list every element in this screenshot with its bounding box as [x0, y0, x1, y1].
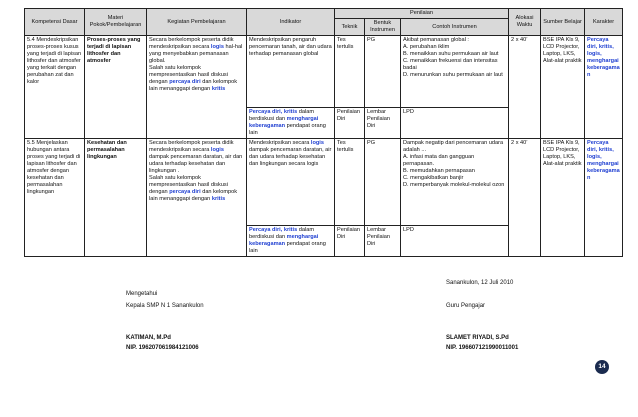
contoh-option: C. menaikkan frekuensi dan intensitas badai — [403, 58, 498, 71]
principal-title: Kepala SMP N 1 Sanankulon — [126, 303, 204, 309]
contoh-title: Dampak negatip dari pencemaran udara adalah ... — [403, 140, 504, 153]
contoh-option: C. mengakibatkan banjir — [403, 175, 464, 181]
karakter-cell: Percaya diri, kritis, logis, menghargai keberagaman — [585, 139, 623, 257]
syllabus-table — [24, 8, 623, 257]
indikator-highlight: logis — [310, 140, 324, 146]
principal-name: KATIMAN, M.Pd — [126, 335, 171, 341]
bentuk-cell: PG — [365, 139, 401, 226]
kd-cell: 5.4 Mendeskripsikan proses-proses kusus yang terjadi di lapisan lithosfer dan atmosfer yang terkait dengan perubahan zat dan kalor — [25, 36, 85, 139]
kegiatan-text: dampak pencemaran daratan, air dan udara terhadap kesehatan dan lingkungan . — [149, 154, 243, 174]
header-sumber: Sumber Belajar — [541, 9, 585, 36]
indikator-cell — [247, 139, 335, 226]
alokasi-cell: 2 x 40’ — [509, 139, 541, 257]
header-penilaian: Penilaian — [335, 9, 509, 19]
indikator-cell — [247, 108, 335, 139]
indikator-cell: Mendeskripsikan pengaruh pencemaran tanah, air dan udara terhadap pemanasan global — [247, 36, 335, 108]
header-row — [25, 9, 623, 19]
header-kd: Kompetensi Dasar — [25, 9, 85, 36]
sumber-cell: BSE IPA Kls 9, LCD Projector, Laptop, LKS, Alat-alat praktik — [541, 139, 585, 257]
kegiatan-cell — [147, 139, 247, 257]
contoh-title: Akibat pemanasan global : — [403, 37, 469, 43]
bentuk-cell: PG — [365, 36, 401, 108]
kegiatan-highlight: kritis — [211, 196, 226, 202]
indikator-highlight: menghargai keberagaman — [249, 234, 319, 247]
teknik-cell: Tes tertulis — [335, 139, 365, 226]
kegiatan-text: Salah satu kelompok mempresentasikan hasil diskusi dengan — [149, 65, 228, 85]
kegiatan-text: Secara berkelompok peserta didik mendeskripsikan secara — [149, 140, 234, 153]
header-karakter: Karakter — [585, 9, 623, 36]
contoh-cell — [401, 139, 509, 226]
indikator-text: dalam berdiskusi dan — [249, 227, 315, 240]
approval-label: Mengetahui — [126, 291, 158, 297]
table-row — [25, 36, 623, 108]
alokasi-cell: 2 x 40’ — [509, 36, 541, 139]
kegiatan-text: hal-hal yang menyebabkan pemanasan global. — [149, 44, 243, 64]
kegiatan-cell — [147, 36, 247, 139]
place-date: Sanankulon, 12 Juli 2010 — [446, 280, 514, 286]
kd-cell: 5.5 Menjelaskan hubungan antara proses yang terjadi di lapisan lithosfer dan atmosfer dengan kesehatan dan permasalahan lingkungan — [25, 139, 85, 257]
teacher-nip: NIP. 196607121990011001 — [446, 345, 519, 351]
contoh-cell: LPD — [401, 226, 509, 257]
header-materi: Materi Pokok/Pembelajaran — [85, 9, 147, 36]
header-contoh: Contoh Instrumen — [401, 19, 509, 36]
contoh-option: B. memudahkan pernapasan — [403, 168, 475, 174]
principal-nip: NIP. 196207061984121006 — [126, 345, 199, 351]
header-bentuk: Bentuk Instrumen — [365, 19, 401, 36]
contoh-option: A. infasi mata dan gangguan pernapasan. — [403, 154, 475, 167]
bentuk-cell: Lembar Penilaian Diri — [365, 226, 401, 257]
kegiatan-highlight: logis — [210, 147, 224, 153]
contoh-option: B. menaikkan suhu permukaan air laut — [403, 51, 499, 57]
kegiatan-highlight: logis — [210, 44, 224, 50]
indikator-text: pendapat orang lain — [249, 123, 326, 136]
indikator-text: Mendeskripsikan secara — [249, 140, 310, 146]
indikator-cell — [247, 226, 335, 257]
header-indikator: Indikator — [247, 9, 335, 36]
indikator-highlight: menghargai keberagaman — [249, 116, 319, 129]
header-alokasi: Alokasi Waktu — [509, 9, 541, 36]
indikator-highlight: kritis — [283, 109, 298, 115]
indikator-text: pendapat orang lain — [249, 241, 326, 254]
teacher-title: Guru Pengajar — [446, 303, 486, 309]
kegiatan-text: dan kelompok lain menanggapi dengan — [149, 189, 238, 202]
kegiatan-highlight: kritis — [211, 86, 226, 92]
sumber-cell: BSE IPA Kls 9, LCD Projector, Laptop, LKS, Alat-alat praktik — [541, 36, 585, 139]
teknik-cell: Penilaian Diri — [335, 108, 365, 139]
header-teknik: Teknik — [335, 19, 365, 36]
contoh-cell — [401, 36, 509, 108]
indikator-text: dampak pencemaran daratan, air dan udara terhadap kesehatan dan lingkungan secara logis — [249, 147, 332, 167]
page-number-badge: 14 — [595, 360, 609, 374]
kegiatan-highlight: percaya diri — [169, 189, 201, 195]
indikator-highlight: Percaya diri, — [249, 227, 283, 233]
contoh-option: D. menurunkan suhu permukaan air laut — [403, 72, 503, 78]
table-row — [25, 139, 623, 226]
contoh-option: D. memperbanyak molekul-molekul ozon — [403, 182, 505, 188]
indikator-highlight: Percaya diri, — [249, 109, 283, 115]
contoh-cell: LPD — [401, 108, 509, 139]
bentuk-cell: Lembar Penilaian Diri — [365, 108, 401, 139]
teknik-cell: Penilaian Diri — [335, 226, 365, 257]
indikator-highlight: kritis — [283, 227, 298, 233]
indikator-text: dalam berdiskusi dan — [249, 109, 315, 122]
teknik-cell: Tes tertulis — [335, 36, 365, 108]
karakter-cell: Percaya diri, kritis, logis, menghargai keberagaman — [585, 36, 623, 139]
kegiatan-highlight: percaya diri — [169, 79, 201, 85]
materi-cell: Kesehatan dan permasalahan lingkungan — [85, 139, 147, 257]
kegiatan-text: dan kelompok lain menanggapi dengan — [149, 79, 238, 92]
kegiatan-text: Secara berkelompok peserta didik mendeskripsikan secara — [149, 37, 234, 50]
teacher-name: SLAMET RIYADI, S.Pd — [446, 335, 509, 341]
materi-cell: Proses-proses yang terjadi di lapisan lithosfer dan atmosfer — [85, 36, 147, 139]
header-kegiatan: Kegiatan Pembelajaran — [147, 9, 247, 36]
kegiatan-text: Salah satu kelompok mempresentasikan hasil diskusi dengan — [149, 175, 228, 195]
contoh-option: A. perubahan iklim — [403, 44, 450, 50]
